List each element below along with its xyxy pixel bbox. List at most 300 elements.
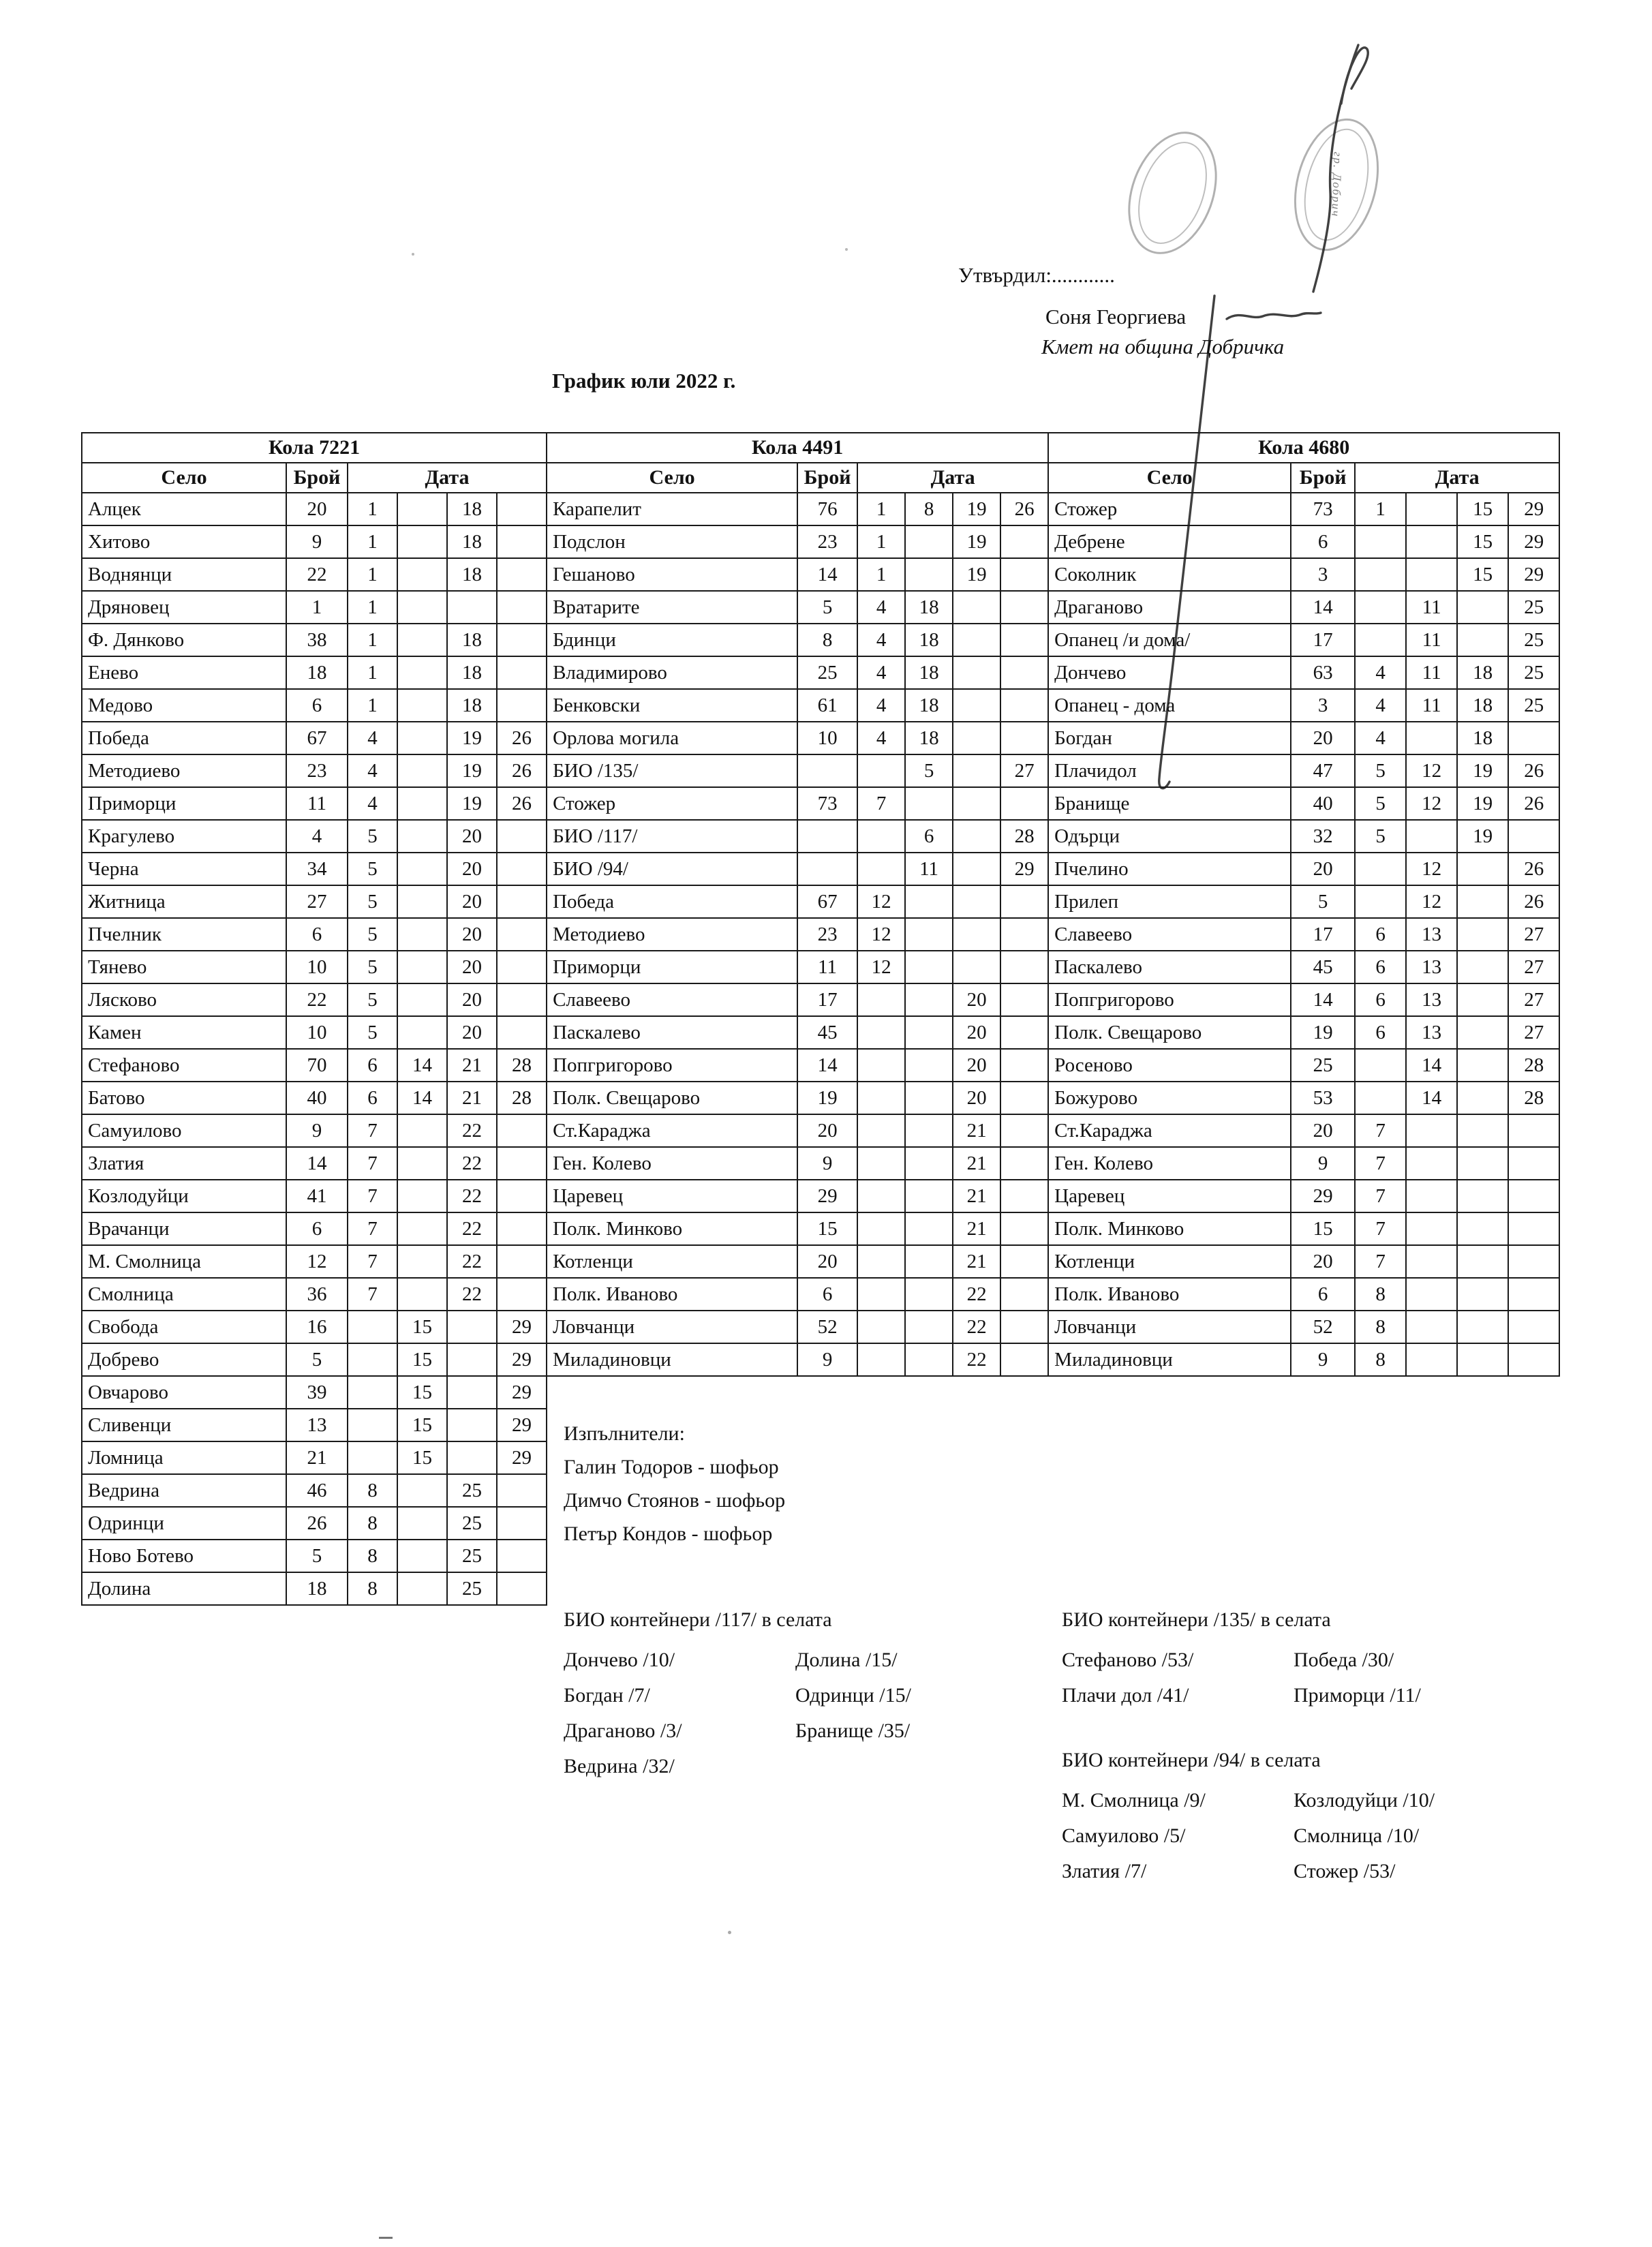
village-cell: Хитово xyxy=(82,525,286,558)
table-row xyxy=(1048,1212,1559,1245)
count-cell: 39 xyxy=(286,1376,348,1409)
date-cell xyxy=(1000,722,1048,754)
table-row xyxy=(1048,918,1559,951)
column-header-row xyxy=(1048,463,1559,493)
table-row xyxy=(82,1049,547,1082)
count-cell: 6 xyxy=(286,918,348,951)
date-cell: 13 xyxy=(1406,983,1457,1016)
count-cell: 18 xyxy=(286,1572,348,1605)
date-cell xyxy=(397,951,447,983)
date-cell xyxy=(497,1507,547,1540)
date-cell: 12 xyxy=(1406,754,1457,787)
date-cell: 7 xyxy=(348,1147,397,1180)
count-cell xyxy=(797,853,857,885)
date-cell xyxy=(1508,1180,1559,1212)
table-row xyxy=(1048,787,1559,820)
date-cell: 20 xyxy=(447,951,497,983)
date-cell: 1 xyxy=(348,493,397,525)
table-row xyxy=(82,1114,547,1147)
date-cell xyxy=(1508,1212,1559,1245)
village-cell: Подслон xyxy=(547,525,797,558)
date-cell: 22 xyxy=(447,1278,497,1311)
date-cell: 1 xyxy=(857,558,905,591)
date-cell: 4 xyxy=(857,722,905,754)
bio-note-entry: Победа /30/ xyxy=(1294,1649,1394,1671)
date-cell xyxy=(1508,1147,1559,1180)
date-cell: 22 xyxy=(953,1343,1000,1376)
date-cell xyxy=(1000,1114,1048,1147)
date-cell xyxy=(497,1474,547,1507)
date-cell: 13 xyxy=(1406,951,1457,983)
table-row xyxy=(1048,885,1559,918)
date-cell: 5 xyxy=(348,885,397,918)
count-cell: 40 xyxy=(1291,787,1355,820)
village-cell: Ф. Дянково xyxy=(82,624,286,656)
date-cell xyxy=(857,853,905,885)
date-cell xyxy=(953,689,1000,722)
count-cell: 61 xyxy=(797,689,857,722)
village-cell: Одринци xyxy=(82,1507,286,1540)
date-cell: 27 xyxy=(1508,951,1559,983)
date-cell: 26 xyxy=(1508,853,1559,885)
col-header-village: Село xyxy=(547,463,797,493)
date-cell: 20 xyxy=(447,885,497,918)
count-cell xyxy=(797,754,857,787)
date-cell: 29 xyxy=(497,1376,547,1409)
count-cell: 53 xyxy=(1291,1082,1355,1114)
table-row xyxy=(1048,1278,1559,1311)
date-cell: 18 xyxy=(447,656,497,689)
date-cell: 13 xyxy=(1406,918,1457,951)
column-header-row xyxy=(547,463,1048,493)
table-row xyxy=(82,1245,547,1278)
executor-name: Петър Кондов - шофьор xyxy=(564,1523,773,1545)
village-cell: Крагулево xyxy=(82,820,286,853)
date-cell: 1 xyxy=(857,525,905,558)
car-header-row xyxy=(547,433,1048,463)
date-cell xyxy=(1406,820,1457,853)
stamp-inner-ring xyxy=(1125,132,1220,254)
table-row xyxy=(82,951,547,983)
table-row xyxy=(547,1343,1048,1376)
date-cell xyxy=(905,1212,953,1245)
date-cell: 20 xyxy=(953,1016,1000,1049)
count-cell: 32 xyxy=(1291,820,1355,853)
date-cell: 29 xyxy=(497,1441,547,1474)
date-cell: 6 xyxy=(1355,918,1406,951)
schedule-table-kola-4491 xyxy=(546,432,1049,1377)
date-cell: 29 xyxy=(1000,853,1048,885)
count-cell: 13 xyxy=(286,1409,348,1441)
date-cell xyxy=(397,722,447,754)
date-cell: 18 xyxy=(905,656,953,689)
date-cell: 6 xyxy=(905,820,953,853)
date-cell: 5 xyxy=(1355,754,1406,787)
village-cell: Козлодуйци xyxy=(82,1180,286,1212)
date-cell: 25 xyxy=(1508,656,1559,689)
date-cell: 15 xyxy=(1457,558,1508,591)
date-cell xyxy=(953,591,1000,624)
date-cell: 12 xyxy=(1406,787,1457,820)
table-row xyxy=(1048,1049,1559,1082)
table-row xyxy=(82,525,547,558)
date-cell: 4 xyxy=(348,787,397,820)
table-row xyxy=(547,787,1048,820)
date-cell: 21 xyxy=(953,1212,1000,1245)
date-cell: 14 xyxy=(397,1049,447,1082)
date-cell xyxy=(397,1180,447,1212)
village-cell: Сливенци xyxy=(82,1409,286,1441)
village-cell: Бранище xyxy=(1048,787,1291,820)
date-cell xyxy=(905,1049,953,1082)
table-row xyxy=(547,754,1048,787)
count-cell: 10 xyxy=(286,951,348,983)
village-cell: Методиево xyxy=(82,754,286,787)
count-cell: 9 xyxy=(1291,1343,1355,1376)
approver-title: Кмет на община Добричка xyxy=(1041,335,1285,358)
car-title: Кола 4680 xyxy=(1048,433,1559,463)
date-cell xyxy=(1457,885,1508,918)
bio-note-entry: Смолница /10/ xyxy=(1294,1824,1420,1847)
date-cell xyxy=(1355,1082,1406,1114)
village-cell: Добрево xyxy=(82,1343,286,1376)
date-cell xyxy=(905,1016,953,1049)
date-cell: 8 xyxy=(1355,1278,1406,1311)
date-cell xyxy=(905,1114,953,1147)
date-cell xyxy=(1000,1016,1048,1049)
round-stamp-icon xyxy=(1112,119,1233,266)
table-row xyxy=(82,1474,547,1507)
village-cell: Миладиновци xyxy=(1048,1343,1291,1376)
count-cell: 14 xyxy=(797,558,857,591)
date-cell: 8 xyxy=(348,1572,397,1605)
date-cell xyxy=(1406,558,1457,591)
date-cell: 27 xyxy=(1000,754,1048,787)
table-row xyxy=(547,624,1048,656)
date-cell xyxy=(953,853,1000,885)
date-cell: 18 xyxy=(447,493,497,525)
count-cell: 29 xyxy=(1291,1180,1355,1212)
count-cell: 20 xyxy=(286,493,348,525)
date-cell xyxy=(1355,853,1406,885)
date-cell xyxy=(397,525,447,558)
table-row xyxy=(547,722,1048,754)
date-cell: 8 xyxy=(1355,1311,1406,1343)
date-cell: 26 xyxy=(1000,493,1048,525)
date-cell: 4 xyxy=(348,754,397,787)
count-cell: 17 xyxy=(1291,918,1355,951)
date-cell: 6 xyxy=(1355,1016,1406,1049)
date-cell xyxy=(905,1343,953,1376)
village-cell: Вратарите xyxy=(547,591,797,624)
date-cell xyxy=(1355,624,1406,656)
table-row xyxy=(547,1049,1048,1082)
village-cell: Свобода xyxy=(82,1311,286,1343)
count-cell: 19 xyxy=(1291,1016,1355,1049)
col-header-date: Дата xyxy=(1355,463,1559,493)
date-cell xyxy=(447,1409,497,1441)
date-cell: 22 xyxy=(447,1212,497,1245)
pen-stroke xyxy=(1341,48,1368,104)
date-cell: 7 xyxy=(1355,1147,1406,1180)
col-header-date: Дата xyxy=(857,463,1048,493)
date-cell: 26 xyxy=(497,754,547,787)
table-row xyxy=(1048,1245,1559,1278)
date-cell xyxy=(857,754,905,787)
count-cell: 34 xyxy=(286,853,348,885)
date-cell: 25 xyxy=(1508,624,1559,656)
date-cell xyxy=(397,1114,447,1147)
date-cell xyxy=(857,1278,905,1311)
date-cell: 4 xyxy=(857,656,905,689)
date-cell xyxy=(348,1409,397,1441)
date-cell xyxy=(397,787,447,820)
table-row xyxy=(82,1180,547,1212)
date-cell xyxy=(857,983,905,1016)
date-cell xyxy=(1000,1311,1048,1343)
date-cell xyxy=(905,1311,953,1343)
date-cell xyxy=(447,1441,497,1474)
village-cell: Миладиновци xyxy=(547,1343,797,1376)
table-row xyxy=(547,689,1048,722)
date-cell: 1 xyxy=(857,493,905,525)
count-cell: 22 xyxy=(286,558,348,591)
table-row xyxy=(547,1278,1048,1311)
count-cell: 11 xyxy=(286,787,348,820)
date-cell xyxy=(1000,1343,1048,1376)
count-cell: 14 xyxy=(1291,983,1355,1016)
date-cell: 20 xyxy=(953,983,1000,1016)
date-cell: 18 xyxy=(447,525,497,558)
scan-speck xyxy=(412,253,414,256)
date-cell: 22 xyxy=(447,1180,497,1212)
date-cell: 1 xyxy=(348,624,397,656)
table-row xyxy=(82,1376,547,1409)
date-cell: 18 xyxy=(905,591,953,624)
date-cell xyxy=(953,754,1000,787)
date-cell xyxy=(1406,1147,1457,1180)
count-cell: 73 xyxy=(1291,493,1355,525)
date-cell xyxy=(497,983,547,1016)
date-cell: 21 xyxy=(447,1049,497,1082)
date-cell: 19 xyxy=(447,722,497,754)
count-cell: 11 xyxy=(797,951,857,983)
date-cell xyxy=(1457,1212,1508,1245)
date-cell xyxy=(905,951,953,983)
table-row xyxy=(1048,689,1559,722)
bio-note-entry: Златия /7/ xyxy=(1062,1860,1147,1882)
date-cell: 6 xyxy=(1355,983,1406,1016)
village-cell: Одърци xyxy=(1048,820,1291,853)
count-cell: 4 xyxy=(286,820,348,853)
date-cell xyxy=(1457,1180,1508,1212)
executor-name: Димчо Стоянов - шофьор xyxy=(564,1489,786,1512)
date-cell xyxy=(397,754,447,787)
date-cell: 7 xyxy=(348,1180,397,1212)
village-cell: Алцек xyxy=(82,493,286,525)
village-cell: Врачанци xyxy=(82,1212,286,1245)
village-cell: Паскалево xyxy=(547,1016,797,1049)
date-cell xyxy=(497,1114,547,1147)
date-cell: 8 xyxy=(1355,1343,1406,1376)
date-cell: 28 xyxy=(497,1049,547,1082)
date-cell xyxy=(1457,983,1508,1016)
date-cell xyxy=(1457,951,1508,983)
bio-note-135 xyxy=(1062,1607,1421,1713)
count-cell: 67 xyxy=(286,722,348,754)
table-row xyxy=(1048,722,1559,754)
date-cell: 28 xyxy=(1000,820,1048,853)
table-row xyxy=(82,1441,547,1474)
village-cell: Дончево xyxy=(1048,656,1291,689)
date-cell: 1 xyxy=(348,558,397,591)
date-cell: 1 xyxy=(348,525,397,558)
village-cell: Дряновец xyxy=(82,591,286,624)
table-row xyxy=(82,558,547,591)
table-row xyxy=(547,591,1048,624)
village-cell: Победа xyxy=(547,885,797,918)
date-cell xyxy=(905,1180,953,1212)
date-cell: 13 xyxy=(1406,1016,1457,1049)
count-cell: 12 xyxy=(286,1245,348,1278)
date-cell xyxy=(397,1245,447,1278)
executors-block xyxy=(564,1417,785,1550)
date-cell: 15 xyxy=(397,1343,447,1376)
date-cell: 4 xyxy=(1355,722,1406,754)
count-cell: 23 xyxy=(797,525,857,558)
date-cell: 26 xyxy=(1508,754,1559,787)
date-cell: 14 xyxy=(397,1082,447,1114)
date-cell: 1 xyxy=(348,689,397,722)
date-cell xyxy=(1406,1278,1457,1311)
date-cell xyxy=(497,1016,547,1049)
date-cell: 21 xyxy=(953,1114,1000,1147)
date-cell: 12 xyxy=(857,951,905,983)
date-cell: 7 xyxy=(857,787,905,820)
date-cell: 20 xyxy=(447,853,497,885)
village-cell: Опанец - дома xyxy=(1048,689,1291,722)
bio-note-title: БИО контейнери /117/ в селата xyxy=(564,1608,832,1631)
date-cell: 21 xyxy=(447,1082,497,1114)
date-cell: 12 xyxy=(857,918,905,951)
round-stamp-icon xyxy=(1281,110,1392,260)
date-cell xyxy=(497,951,547,983)
date-cell xyxy=(1508,1343,1559,1376)
table-row xyxy=(82,1343,547,1376)
count-cell: 10 xyxy=(797,722,857,754)
date-cell: 25 xyxy=(447,1540,497,1572)
village-cell: Прилеп xyxy=(1048,885,1291,918)
bio-note-entry: Стожер /53/ xyxy=(1294,1860,1396,1882)
date-cell xyxy=(397,689,447,722)
date-cell xyxy=(1406,1114,1457,1147)
count-cell: 52 xyxy=(797,1311,857,1343)
date-cell: 4 xyxy=(857,624,905,656)
date-cell xyxy=(1406,1180,1457,1212)
car-title: Кола 4491 xyxy=(547,433,1048,463)
date-cell xyxy=(447,1343,497,1376)
date-cell xyxy=(905,885,953,918)
count-cell: 9 xyxy=(286,1114,348,1147)
col-header-village: Село xyxy=(1048,463,1291,493)
date-cell: 15 xyxy=(397,1376,447,1409)
count-cell: 9 xyxy=(797,1147,857,1180)
table-row xyxy=(547,1180,1048,1212)
date-cell: 7 xyxy=(348,1212,397,1245)
date-cell xyxy=(397,656,447,689)
date-cell: 4 xyxy=(1355,689,1406,722)
bio-note-list xyxy=(564,1642,911,1784)
count-cell: 3 xyxy=(1291,689,1355,722)
bio-note-entry: М. Смолница /9/ xyxy=(1062,1789,1206,1812)
date-cell xyxy=(497,1245,547,1278)
date-cell xyxy=(397,918,447,951)
date-cell: 28 xyxy=(1508,1082,1559,1114)
count-cell: 3 xyxy=(1291,558,1355,591)
table-row xyxy=(82,1278,547,1311)
village-cell: Ловчанци xyxy=(1048,1311,1291,1343)
village-cell: Полк. Минково xyxy=(1048,1212,1291,1245)
date-cell xyxy=(497,885,547,918)
date-cell xyxy=(397,1540,447,1572)
date-cell: 18 xyxy=(447,624,497,656)
date-cell xyxy=(497,1572,547,1605)
date-cell xyxy=(1406,1343,1457,1376)
table-row xyxy=(82,656,547,689)
date-cell xyxy=(348,1441,397,1474)
table-row xyxy=(1048,1311,1559,1343)
date-cell xyxy=(497,656,547,689)
date-cell xyxy=(857,1245,905,1278)
village-cell: Методиево xyxy=(547,918,797,951)
executor-name: Галин Тодоров - шофьор xyxy=(564,1456,779,1478)
date-cell xyxy=(1457,1049,1508,1082)
schedule-tables xyxy=(81,432,1560,1606)
village-cell: Божурово xyxy=(1048,1082,1291,1114)
col-header-count: Брой xyxy=(797,463,857,493)
date-cell xyxy=(905,1245,953,1278)
date-cell xyxy=(1355,591,1406,624)
table-row xyxy=(1048,853,1559,885)
date-cell xyxy=(1000,1147,1048,1180)
date-cell: 25 xyxy=(447,1572,497,1605)
village-cell: Приморци xyxy=(82,787,286,820)
date-cell xyxy=(1508,1311,1559,1343)
date-cell xyxy=(953,885,1000,918)
date-cell xyxy=(905,918,953,951)
village-cell: Стожер xyxy=(547,787,797,820)
date-cell: 1 xyxy=(348,591,397,624)
date-cell: 7 xyxy=(1355,1180,1406,1212)
date-cell xyxy=(397,624,447,656)
village-cell: Опанец /и дома/ xyxy=(1048,624,1291,656)
date-cell: 20 xyxy=(447,918,497,951)
count-cell: 76 xyxy=(797,493,857,525)
table-row xyxy=(547,1212,1048,1245)
count-cell: 45 xyxy=(1291,951,1355,983)
date-cell xyxy=(857,1311,905,1343)
village-cell: Стожер xyxy=(1048,493,1291,525)
date-cell xyxy=(1457,853,1508,885)
count-cell: 63 xyxy=(1291,656,1355,689)
date-cell xyxy=(1406,1311,1457,1343)
date-cell xyxy=(905,787,953,820)
table-row xyxy=(1048,1147,1559,1180)
village-cell: Ген. Колево xyxy=(1048,1147,1291,1180)
date-cell xyxy=(397,983,447,1016)
village-cell: Победа xyxy=(82,722,286,754)
date-cell xyxy=(953,951,1000,983)
